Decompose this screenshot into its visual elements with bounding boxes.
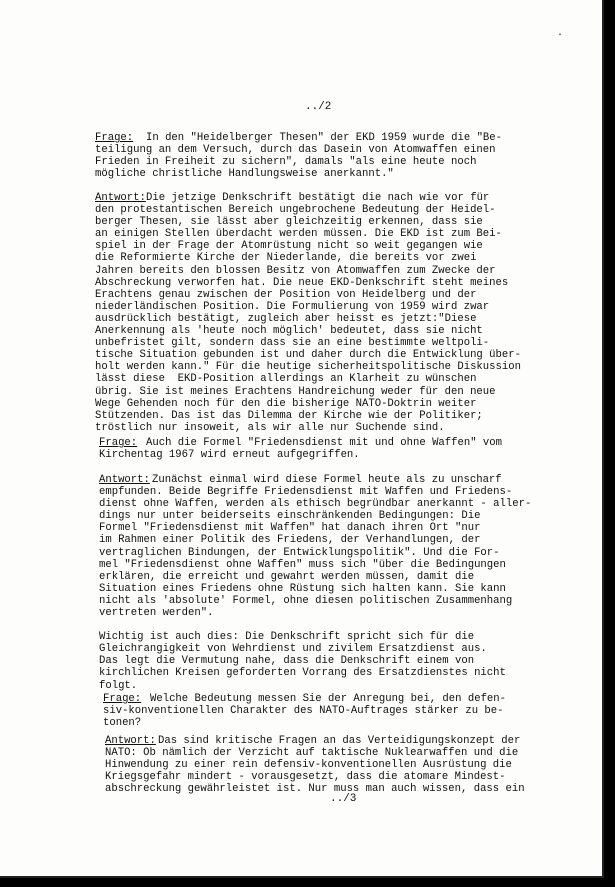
text-line: mel "Friedensdienst ohne Waffen" muss sich "über die Bedingungen bbox=[99, 558, 506, 571]
text-line: Anerkennung als 'heute noch möglich' bedeutet, dass sie nicht bbox=[95, 325, 483, 338]
paragraph-gap bbox=[99, 619, 531, 631]
answer-block bbox=[105, 735, 525, 795]
text-line: lässt diese EKD-Position allerdings an Klarheit zu wünschen bbox=[95, 373, 477, 386]
text-line: Kriegsgefahr mindert - vorausgesetzt, dass die atomare Mindest- bbox=[105, 771, 506, 784]
section-label: Antwort: bbox=[99, 474, 150, 486]
section-label: Frage: bbox=[95, 132, 134, 144]
text-line: Wichtig ist auch dies: Die Denkschrift spricht sich für die bbox=[99, 631, 475, 644]
text-line: Jahren bereits den blossen Besitz von Atomwaffen zum Zwecke der bbox=[95, 264, 496, 277]
question-block bbox=[95, 132, 502, 180]
text-line: Das legt die Vermutung nahe, dass die Denkschrift einem von bbox=[99, 655, 475, 668]
section-label: Frage: bbox=[103, 693, 142, 705]
section-label: Antwort: bbox=[95, 192, 146, 204]
text-line: abschreckung gewährleistet ist. Nur muss man auch wissen, dass ein bbox=[105, 783, 525, 796]
text-line: an einigen Stellen überdacht werden müssen. Die EKD ist zum Bei- bbox=[95, 228, 502, 241]
text-line: die Reformierte Kirche der Niederlande, die bereits vor zwei bbox=[95, 252, 477, 265]
text-line: Frieden in Freiheit zu sichern", damals "als eine heute noch bbox=[95, 156, 477, 169]
text-line: NATO: Ob nämlich der Verzicht auf taktische Nuklearwaffen und die bbox=[105, 747, 519, 760]
text-line: Wege Gehenden noch für den die bisherige NATO-Doktrin weiter bbox=[95, 397, 477, 410]
text-line: Gleichrangigkeit von Wehrdienst und zivilem Ersatzdienst aus. bbox=[99, 643, 487, 656]
text-line: Abschreckung verworfen hat. Die neue EKD-Denkschrift steht meines bbox=[95, 276, 509, 289]
page-number-top: ../2 bbox=[305, 101, 332, 113]
text-line: Situation eines Friedens ohne Rüstung sich halten kann. Sie kann bbox=[99, 582, 506, 595]
text-line: berger Thesen, sie lässt aber gleichzeitig erkennen, dass sie bbox=[95, 216, 483, 229]
answer-block bbox=[95, 192, 521, 434]
text-line: Welche Bedeutung messen Sie der Anregung bei, den defen- bbox=[150, 693, 507, 705]
text-line: Das sind kritische Fragen an das Verteidigungskonzept der bbox=[158, 735, 521, 747]
text-line: teiligung an dem Versuch, durch das Dasein von Atomwaffen einen bbox=[95, 144, 496, 157]
text-line: Die jetzige Denkschrift bestätigt die nach wie vor für bbox=[146, 192, 490, 204]
text-line: empfunden. Beide Begriffe Friedensdienst mit Waffen und Friedens- bbox=[99, 486, 513, 499]
text-line: niederländischen Position. Die Formulierung von 1959 wird zwar bbox=[95, 300, 490, 313]
text-line: Kirchentag 1967 wird erneut aufgegriffen. bbox=[99, 449, 360, 462]
text-line: übrig. Sie ist meines Erachtens Handreichung weder für den neue bbox=[95, 385, 496, 398]
text-line: tische Situation gebunden ist und daher durch die Entwicklung über- bbox=[95, 349, 521, 362]
text-line: tonen? bbox=[103, 717, 142, 730]
text-line: holt werden kann." Für die heutige sicherheitspolitische Diskussion bbox=[95, 361, 521, 374]
text-line: Zunächst einmal wird diese Formel heute als zu unscharf bbox=[152, 474, 502, 486]
text-line: vertraglichen Bindungen, der Entwicklungspolitik". Und die For- bbox=[99, 546, 500, 559]
corner-mark: · bbox=[557, 30, 564, 41]
text-line: vertreten werden". bbox=[99, 607, 214, 620]
text-line: ausdrücklich bestätigt, zugleich aber heisst es jetzt:"Diese bbox=[95, 312, 477, 325]
answer-block bbox=[99, 474, 531, 692]
text-line: nicht als 'absolute' Formel, ohne diesen politischen Zusammenhang bbox=[99, 594, 513, 607]
text-line: im Rahmen einer Politik des Friedens, der Verhandlungen, der bbox=[99, 534, 481, 547]
page-number-bottom: ../3 bbox=[330, 793, 357, 805]
text-line: Formel "Friedensdienst mit Waffen" hat danach ihren Ort "nur bbox=[99, 522, 481, 535]
text-line: siv-konventionellen Charakter des NATO-Auftrages stärker zu be- bbox=[103, 705, 504, 718]
text-line: spiel in der Frage der Atomrüstung nicht so weit gegangen wie bbox=[95, 240, 483, 253]
text-line: Stützenden. Das ist das Dilemma der Kirche wie der Politiker; bbox=[95, 409, 483, 422]
text-line: den protestantischen Bereich ungebrochene Bedeutung der Heidel- bbox=[95, 204, 496, 217]
text-line: mögliche christliche Handlungsweise anerkannt." bbox=[95, 168, 394, 181]
question-block bbox=[99, 437, 502, 461]
text-line: In den "Heidelberger Thesen" der EKD 1959 wurde die "Be- bbox=[146, 132, 503, 144]
section-label: Frage: bbox=[99, 437, 138, 449]
text-line: Auch die Formel "Friedensdienst mit und ohne Waffen" vom bbox=[146, 437, 503, 449]
section-label: Antwort: bbox=[105, 735, 156, 747]
text-line: erklären, die erreicht und gewahrt werden müssen, damit die bbox=[99, 570, 475, 583]
text-line: Hinwendung zu einer rein defensiv-konventionellen Ausrüstung die bbox=[105, 759, 512, 772]
text-line: kirchlichen Kreisen geforderten Vorrang des Ersatzdienstes nicht bbox=[99, 667, 506, 680]
text-line: unbefristet gilt, sondern dass sie an eine bestimmte weltpoli- bbox=[95, 337, 490, 350]
text-line: Erachtens genau zwischen der Position von Heidelberg und der bbox=[95, 288, 477, 301]
text-line: tröstlich nur insoweit, als wir alle nur Suchende sind. bbox=[95, 421, 445, 434]
text-line: folgt. bbox=[99, 679, 138, 692]
text-line: dienst ohne Waffen, werden als ethisch begründbar anerkannt - aller- bbox=[99, 498, 532, 511]
text-line: dings nur unter beiderseits einschränkenden Bedingungen: Die bbox=[99, 510, 481, 523]
question-block bbox=[103, 693, 506, 729]
